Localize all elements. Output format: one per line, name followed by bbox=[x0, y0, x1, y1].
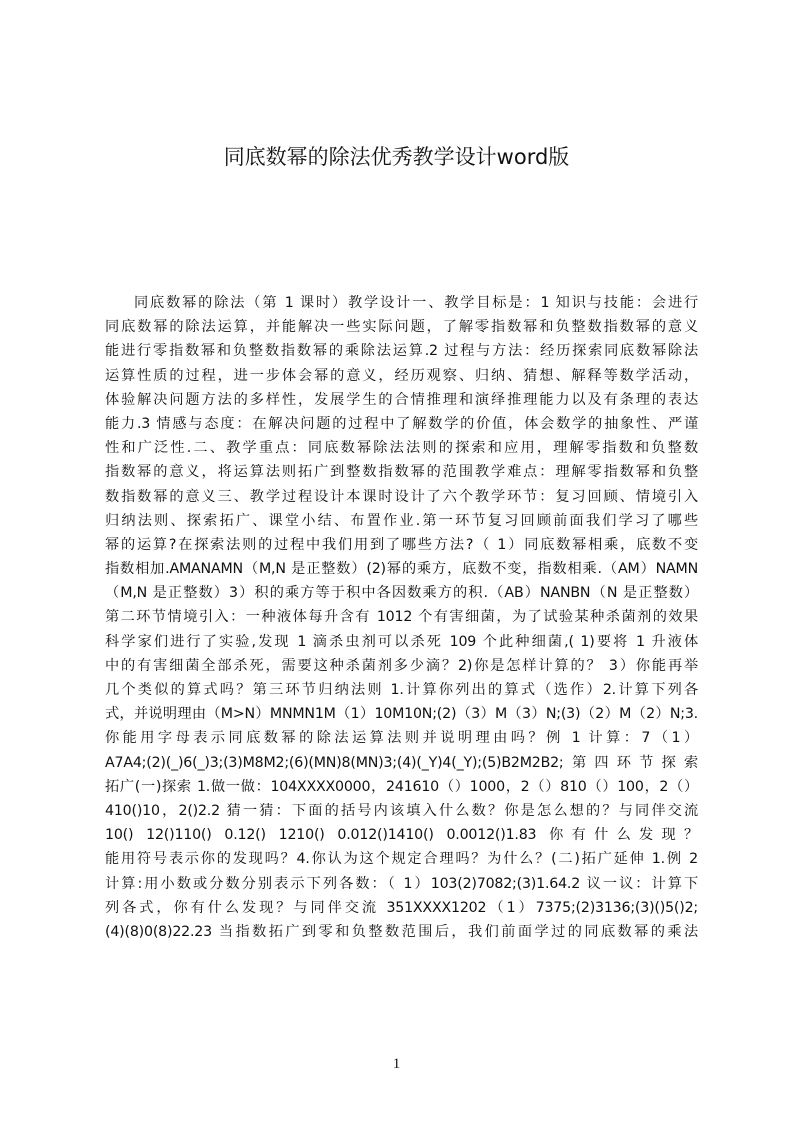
text-line: 指数相加.AMANAMN（M,N 是正整数）(2)幂的乘方，底数不变，指数相乘.（AM）NAMN bbox=[105, 561, 698, 578]
text-line: 性和广泛性.二、教学重点：同底数幂除法法则的探索和应用，理解零指数和负整数 bbox=[105, 440, 698, 457]
text-line: 幂的运算?在探索法则的过程中我们用到了哪些方法?（ 1）同底数幂相乘，底数不变 bbox=[105, 536, 698, 553]
text-line: 归纳法则、探索拓广、课堂小结、布置作业.第一环节复习回顾前面我们学习了哪些 bbox=[105, 512, 698, 529]
text-line: 同底数幂的除法（第 1 课时）教学设计一、教学目标是：1 知识与技能：会进行 bbox=[134, 295, 698, 311]
text-line: 能力.3 情感与态度：在解决问题的过程中了解数学的价值，体会数学的抽象性、严谨 bbox=[105, 415, 698, 432]
body-text bbox=[105, 291, 698, 1011]
text-line: 同底数幂的除法运算，并能解决一些实际问题，了解零指数幂和负整数指数幂的意义 bbox=[105, 319, 698, 336]
text-line: 你能用字母表示同底数幂的除法运算法则并说明理由吗？例 1 计算：7（1） bbox=[105, 730, 698, 747]
text-line: 计算:用小数或分数分别表示下列各数：（ 1）103(2)7082;(3)1.64.2 议一议：计算下 bbox=[105, 875, 698, 892]
document-title: 同底数幂的除法优秀教学设计word版 bbox=[223, 145, 570, 169]
text-line: 科学家们进行了实验,发现 1 滴杀虫剂可以杀死 109 个此种细菌,( 1)要将 1 升液体 bbox=[105, 633, 698, 650]
text-line: 410()10，2()2.2 猜一猜：下面的括号内该填入什么数？你是怎么想的？与同伴交流 bbox=[105, 802, 698, 819]
text-line: 运算性质的过程，进一步体会幂的意义，经历观察、归纳、猜想、解释等数学活动， bbox=[105, 367, 698, 384]
text-line: 第二环节情境引入：一种液体每升含有 1012 个有害细菌，为了试验某种杀菌剂的效果 bbox=[105, 609, 698, 626]
text-line: (4)(8)0(8)22.23 当指数拓广到零和负整数范围后，我们前面学过的同底数幂的乘法 bbox=[105, 923, 698, 940]
text-line: 指数幂的意义，将运算法则拓广到整数指数幂的范围教学难点：理解零指数幂和负整 bbox=[105, 464, 698, 481]
text-line: 几个类似的算式吗？第三环节归纳法则 1.计算你列出的算式（选作）2.计算下列各 bbox=[105, 682, 698, 698]
text-line: 体验解决问题方法的多样性，发展学生的合情推理和演绎推理能力以及有条理的表达 bbox=[105, 391, 698, 408]
text-line: 拓广(一)探索 1.做一做：104XXXX0000，241610（）1000，2（）810（）100，2（） bbox=[105, 778, 698, 795]
text-line: 列各式，你有什么发现？与同伴交流 351XXXX1202（1）7375;(2)3136;(3)()5()2; bbox=[105, 899, 698, 916]
text-line: 能进行零指数幂和负整数指数幂的乘除法运算.2 过程与方法：经历探索同底数幂除法 bbox=[105, 343, 698, 360]
text-line: 10() 12()110() 0.12() 1210() 0.012()1410() 0.0012()1.83 你有什么发现？ bbox=[105, 827, 698, 844]
page-number: 1 bbox=[392, 1056, 401, 1072]
text-line: 中的有害细菌全部杀死，需要这种杀菌剂多少滴？2)你是怎样计算的？ 3）你能再举 bbox=[105, 657, 698, 674]
text-line: （M,N 是正整数）3）积的乘方等于积中各因数乘方的积.（AB）NANBN（N 是正整数） bbox=[105, 585, 698, 602]
text-line: 数指数幂的意义三、教学过程设计本课时设计了六个教学环节：复习回顾、情境引入 bbox=[105, 488, 698, 505]
text-line: 能用符号表示你的发现吗？4.你认为这个规定合理吗？为什么？(二)拓广延伸 1.例 2 bbox=[105, 851, 698, 868]
text-line: A7A4;(2)(_)6(_)3;(3)M8M2;(6)(MN)8(MN)3;(4)(_Y)4(_Y);(5)B2M2B2;第四环节探索 bbox=[105, 754, 698, 771]
text-line: 式，并说明理由（M>N）MNMN1M（1）10M10N;(2)（3）M（3）N;(3)（2）M（2）N;3. bbox=[105, 706, 698, 723]
